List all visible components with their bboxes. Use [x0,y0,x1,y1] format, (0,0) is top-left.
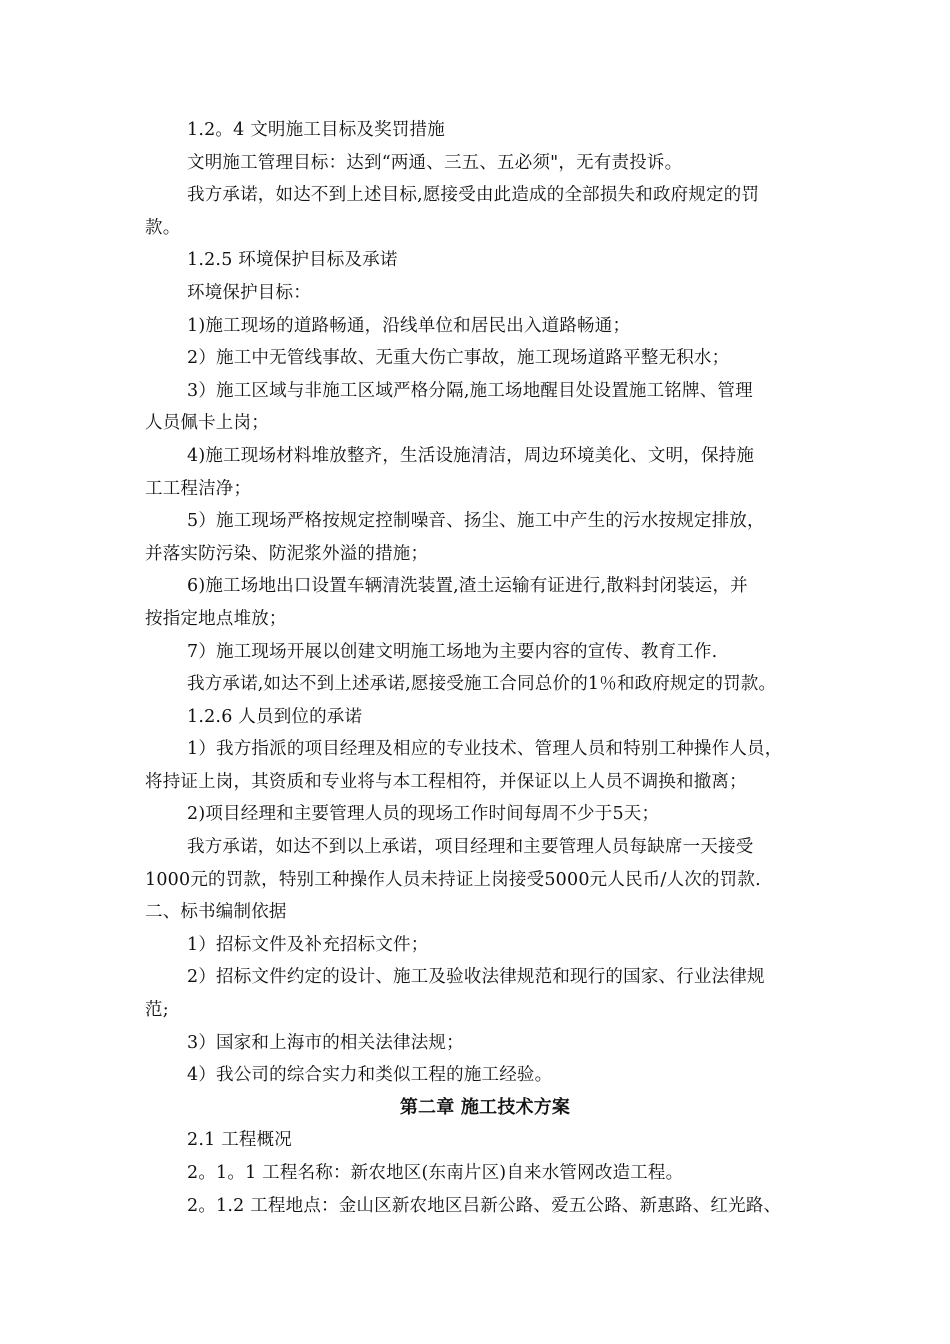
list-item: 6)施工场地出口设置车辆清洗装置,渣土运输有证进行,散料封闭装运，并 [187,576,748,597]
paragraph-line: 环境保护目标： [187,282,311,303]
list-item-continuation: 按指定地点堆放； [145,608,287,629]
list-item: 3）施工区域与非施工区域严格分隔,施工场地醒目处设置施工铭牌、管理 [187,380,753,401]
list-item: 5）施工现场严格按规定控制噪音、扬尘、施工中产生的污水按规定排放， [187,511,765,532]
paragraph-line: 2。1.2 工程地点：金山区新农地区吕新公路、爱五公路、新惠路、红光路、 [187,1195,782,1216]
paragraph-line: 款。 [145,217,181,238]
list-item-continuation: 范; [145,1000,169,1021]
list-item-continuation: 并落实防污染、防泥浆外溢的措施； [145,543,429,564]
section-heading: 二、标书编制依据 [145,902,287,923]
list-item: 1）我方指派的项目经理及相应的专业技术、管理人员和特别工种操作人员， [187,739,783,760]
paragraph-line: 我方承诺，如达不到上述目标,愿接受由此造成的全部损失和政府规定的罚 [187,185,760,206]
list-item: 1)施工现场的道路畅通，沿线单位和居民出入道路畅通； [187,315,631,336]
heading-2-1: 2.1 工程概况 [187,1130,292,1151]
list-item: 4）我公司的综合实力和类似工程的施工经验。 [187,1065,553,1086]
list-item-continuation: 工工程洁净； [145,478,252,499]
list-item: 2）招标文件约定的设计、施工及验收法律规范和现行的国家、行业法律规 [187,967,765,988]
paragraph-line: 2。1。1 工程名称：新农地区(东南片区)自来水管网改造工程。 [187,1163,684,1183]
paragraph-line: 我方承诺,如达不到上述承诺,愿接受施工合同总价的1％和政府规定的罚款。 [187,674,777,695]
heading-1-2-5: 1.2.5 环境保护目标及承诺 [187,250,398,271]
list-item: 2）施工中无管线事故、无重大伤亡事故，施工现场道路平整无积水； [187,348,730,369]
chapter-title: 第二章 施工技术方案 [399,1096,571,1118]
list-item: 3）国家和上海市的相关法律法规； [187,1032,464,1053]
heading-1-2-6: 1.2.6 人员到位的承诺 [187,706,363,727]
paragraph-line: 1000元的罚款，特别工种操作人员未持证上岗接受5000元人民币/人次的罚款. [145,869,761,890]
document-body [145,114,825,1222]
list-item-continuation: 人员佩卡上岗； [145,413,269,434]
list-item: 7）施工现场开展以创建文明施工场地为主要内容的宣传、教育工作. [187,641,718,662]
list-item: 4)施工现场材料堆放整齐，生活设施清洁，周边环境美化、文明，保持施 [187,445,755,466]
list-item-continuation: 将持证上岗，其资质和专业将与本工程相符，并保证以上人员不调换和撤离； [145,771,747,792]
paragraph-line: 我方承诺，如达不到以上承诺，项目经理和主要管理人员每缺席一天接受 [187,837,754,858]
heading-1-2-4: 1.2。4 文明施工目标及奖罚措施 [187,120,445,140]
list-item: 1）招标文件及补充招标文件； [187,934,429,955]
list-item: 2)项目经理和主要管理人员的现场工作时间每周不少于5天； [187,804,660,825]
paragraph-line: 文明施工管理目标：达到“两通、三五、五必须"，无有责投诉。 [187,152,683,173]
